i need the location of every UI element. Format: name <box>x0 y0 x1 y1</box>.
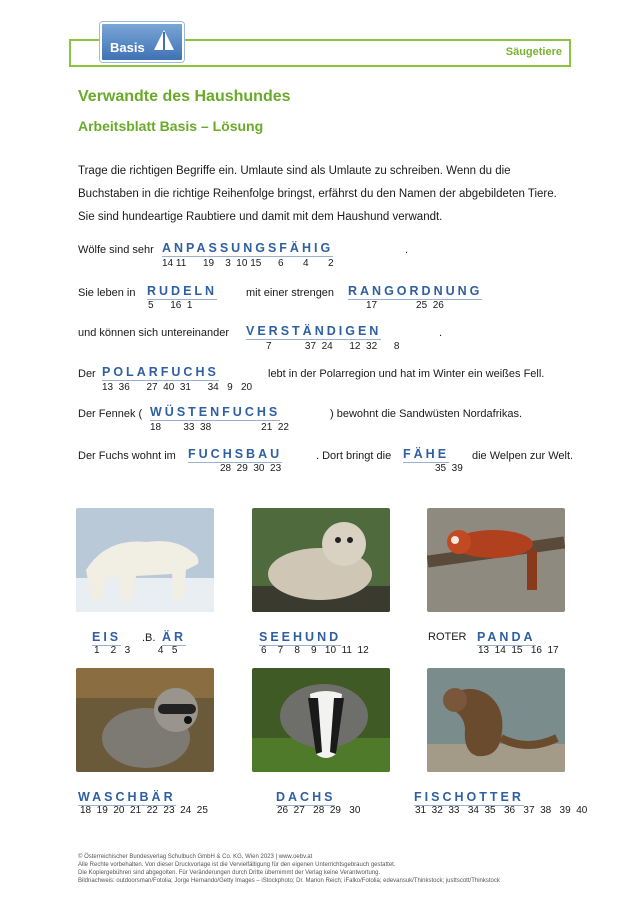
animal-3-numbers: 13 14 15 16 17 <box>478 645 559 656</box>
footer-copyright: © Österreichischer Bundesverlag Schulbuch GmbH & Co. KG, Wien 2023 | www.oebv.at <box>78 854 313 860</box>
sentence-6-text: Der Fuchs wohnt im <box>78 450 176 462</box>
badger-photo <box>252 668 390 772</box>
basis-logo <box>100 22 184 62</box>
triangle-icon <box>152 28 176 52</box>
animal-3-prefix: ROTER <box>428 631 467 643</box>
animal-6-answer: FISCHOTTER <box>414 790 524 804</box>
sentence-4-text: Der <box>78 368 96 380</box>
sentence-2-numbers: 5 16 1 <box>148 300 193 311</box>
sentence-5-end: ) bewohnt die Sandwüsten Nordafrikas. <box>330 408 522 420</box>
sentence-2-text: Sie leben in <box>78 287 136 299</box>
sentence-4-numbers: 13 36 27 40 31 34 9 20 <box>102 382 253 393</box>
sentence-3-numbers: 7 37 24 12 32 8 <box>266 341 400 352</box>
sentence-6-answer-2: FÄHE <box>403 447 450 461</box>
sentence-3-answer: VERSTÄNDIGEN <box>246 324 382 338</box>
sentence-6-mid: . Dort bringt die <box>316 450 392 462</box>
animal-5-numbers: 26 27 28 29 30 <box>277 805 361 816</box>
raccoon-photo <box>76 668 214 772</box>
seal-photo <box>252 508 390 612</box>
section-label: Säugetiere <box>505 46 562 58</box>
animal-2-answer: SEEHUND <box>259 630 342 644</box>
animal-1-numbers: 1 2 3 4 5 <box>94 645 178 656</box>
sentence-2-answer-2: RANGORDNUNG <box>348 284 483 298</box>
animal-4-answer: WASCHBÄR <box>78 790 176 804</box>
sentence-1-numbers: 14 11 19 3 10 15 6 4 2 <box>162 258 334 269</box>
animal-2-numbers: 6 7 8 9 10 11 12 <box>261 645 369 656</box>
page-title: Verwandte des Haushundes <box>78 88 291 105</box>
logo-text: Basis <box>110 40 145 55</box>
sentence-1-end: . <box>405 244 409 256</box>
red-panda-photo <box>427 508 565 612</box>
sentence-5-text: Der Fennek ( <box>78 408 143 420</box>
sentence-2-mid: mit einer strengen <box>246 287 335 299</box>
sentence-3-end: . <box>439 327 443 339</box>
sentence-6-numbers: 28 29 30 23 <box>220 463 282 474</box>
footer <box>78 853 598 885</box>
footer-rights: Alle Rechte vorbehalten. Von dieser Druckvorlage ist die Vervielfältigung für den eigenen Unterrichtsgebrauch gestattet. <box>78 862 396 868</box>
sentence-4-answer: POLARFUCHS <box>102 365 219 379</box>
otter-photo <box>427 668 565 772</box>
animal-6-numbers: 31 32 33 34 35 36 37 38 39 40 <box>415 805 588 816</box>
sentence-1-answer: ANPASSUNGSFÄHIG <box>162 241 334 255</box>
footer-credits: Bildnachweis: outdoorsman/Fotolia; Jorge Hernando/Getty Images – iStockphoto; Dr. Marion Reich; iFalko/Fotolia; edevansuk/Thinkstock; justtscott/Thinkstock <box>78 878 500 884</box>
instructions: Trage die richtigen Begriffe ein. Umlaute sind als Umlaute zu schreiben. Wenn du die Buchstaben in die richtige Reihenfolge bringst, erfährst du den Namen der abgebildeten Tiere. Sie sind hundeartige Raubtiere und damit mit dem Haushund verwandt. <box>78 165 557 223</box>
footer-fees: Die Kopiergebühren sind abgegolten. Für Veränderungen durch Dritte übernimmt der Verlag keine Verantwortung. <box>78 870 381 876</box>
sentence-6-numbers-2: 35 39 <box>435 463 463 474</box>
page-subtitle: Arbeitsblatt Basis – Lösung <box>78 118 264 134</box>
sentence-2-numbers-2: 17 25 26 <box>366 300 444 311</box>
sentence-1-text: Wölfe sind sehr <box>78 244 154 256</box>
sentence-6-end: die Welpen zur Welt. <box>472 450 574 462</box>
sentence-5-answer: WÜSTENFUCHS <box>150 405 281 419</box>
animal-1-answer-b: ÄR <box>162 630 187 644</box>
sentence-3-text: und können sich untereinander <box>78 327 230 339</box>
sentence-6-answer: FUCHSBAU <box>188 447 283 461</box>
polar-bear-photo <box>76 508 214 612</box>
animal-5-answer: DACHS <box>276 790 336 804</box>
sentence-5-numbers: 18 33 38 21 22 <box>150 422 289 433</box>
animal-4-numbers: 18 19 20 21 22 23 24 25 <box>80 805 208 816</box>
sentence-2-answer: RUDELN <box>147 284 218 298</box>
animal-1-extra: .B. <box>142 632 156 644</box>
sentence-4-end: lebt in der Polarregion und hat im Winter ein weißes Fell. <box>268 368 545 380</box>
animal-1-answer: EIS <box>92 630 122 644</box>
animal-3-answer: PANDA <box>477 630 536 644</box>
